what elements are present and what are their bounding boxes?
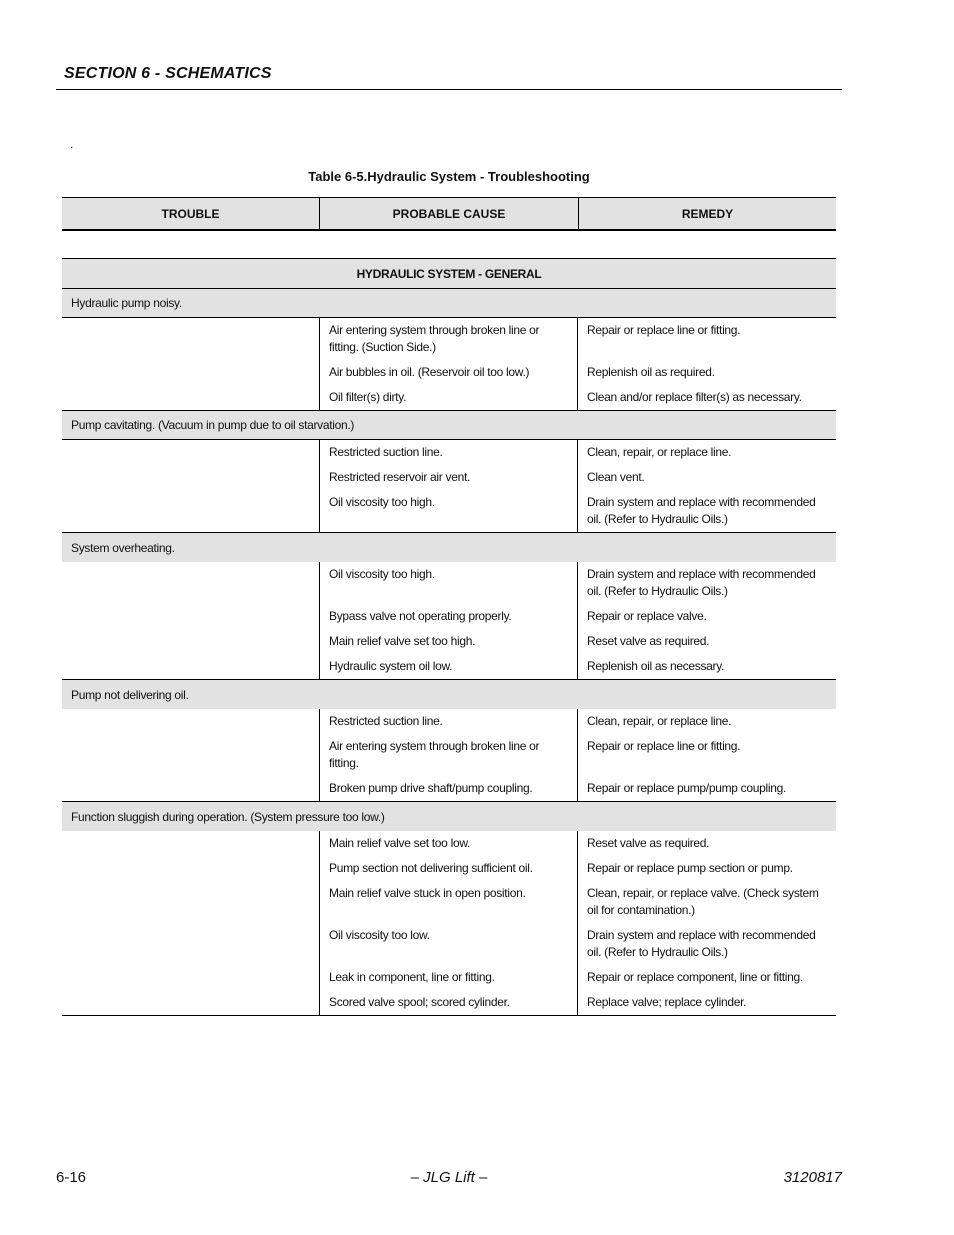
- cause-remedy-rows: [320, 709, 836, 801]
- remedy-cell: Repair or replace component, line or fitting.: [587, 970, 803, 984]
- table-row: [320, 604, 836, 629]
- probable-cause-cell: Bypass valve not operating properly.: [320, 604, 578, 629]
- probable-cause-cell: Oil filter(s) dirty.: [320, 385, 578, 410]
- column-header-trouble: TROUBLE: [62, 198, 320, 229]
- table-caption: Table 6-5.Hydraulic System - Troubleshooting: [308, 169, 590, 184]
- remedy-cell: Repair or replace pump section or pump.: [587, 861, 793, 875]
- cause-remedy-rows: [320, 318, 836, 410]
- probable-cause-cell: Broken pump drive shaft/pump coupling.: [320, 776, 578, 801]
- probable-cause-cell: Main relief valve set too low.: [320, 831, 578, 856]
- table-row: [320, 734, 836, 776]
- probable-cause-cell: Main relief valve set too high.: [320, 629, 578, 654]
- remedy-cell: Clean, repair, or replace valve. (Check system oil for contamination.): [587, 886, 819, 917]
- trouble-spacer-cell: [62, 709, 320, 801]
- section-title: SECTION 6 - SCHEMATICS: [64, 65, 272, 82]
- probable-cause-cell: Pump section not delivering sufficient oil.: [320, 856, 578, 881]
- trouble-groups: [62, 289, 836, 1015]
- remedy-cell: Drain system and replace with recommended oil. (Refer to Hydraulic Oils.): [587, 495, 816, 526]
- remedy-cell: Repair or replace valve.: [587, 609, 707, 623]
- table-row: [320, 562, 836, 604]
- remedy-cell: Clean vent.: [587, 470, 645, 484]
- table-row: [320, 629, 836, 654]
- cause-remedy-rows: [320, 831, 836, 1015]
- probable-cause-cell: Air entering system through broken line or fitting. (Suction Side.): [320, 318, 578, 360]
- probable-cause-cell: Leak in component, line or fitting.: [320, 965, 578, 990]
- remedy-cell: Replace valve; replace cylinder.: [587, 995, 747, 1009]
- section-heading: HYDRAULIC SYSTEM - GENERAL: [62, 259, 836, 289]
- remedy-cell: Replenish oil as necessary.: [587, 659, 725, 673]
- table-row: [320, 965, 836, 990]
- trouble-spacer-cell: [62, 440, 320, 532]
- troubleshooting-table: [62, 258, 836, 1016]
- table-header: [62, 197, 836, 230]
- document-number: 3120817: [783, 1169, 842, 1186]
- remedy-cell: Reset valve as required.: [587, 836, 710, 850]
- trouble-row: System overheating.: [62, 533, 836, 562]
- remedy-cell: Clean, repair, or replace line.: [587, 445, 732, 459]
- remedy-cell: Repair or replace line or fitting.: [587, 739, 741, 753]
- table-row: [320, 831, 836, 856]
- trouble-spacer-cell: [62, 318, 320, 410]
- trouble-group: [62, 440, 836, 533]
- probable-cause-cell: Oil viscosity too high.: [320, 562, 578, 604]
- table-row: [320, 881, 836, 923]
- trouble-spacer-cell: [62, 831, 320, 1015]
- remedy-cell: Repair or replace pump/pump coupling.: [587, 781, 787, 795]
- probable-cause-cell: Main relief valve stuck in open position.: [320, 881, 578, 923]
- table-row: [320, 776, 836, 801]
- table-row: [320, 465, 836, 490]
- column-header-remedy: REMEDY: [681, 206, 734, 221]
- probable-cause-cell: Air bubbles in oil. (Reservoir oil too low.): [320, 360, 578, 385]
- trouble-row: Pump cavitating. (Vacuum in pump due to oil starvation.): [62, 411, 836, 440]
- remedy-cell: Clean, repair, or replace line.: [587, 714, 732, 728]
- stray-dot: .: [70, 137, 74, 151]
- cause-remedy-rows: [320, 440, 836, 532]
- probable-cause-cell: Oil viscosity too low.: [320, 923, 578, 965]
- table-row: [320, 856, 836, 881]
- cause-remedy-rows: [320, 562, 836, 679]
- probable-cause-cell: Restricted reservoir air vent.: [320, 465, 578, 490]
- remedy-cell: Clean and/or replace filter(s) as necessary.: [587, 390, 802, 404]
- trouble-group: [62, 562, 836, 680]
- table-row: [320, 709, 836, 734]
- remedy-cell: Drain system and replace with recommended oil. (Refer to Hydraulic Oils.): [587, 928, 816, 959]
- table-row: [320, 318, 836, 360]
- table-row: [320, 923, 836, 965]
- header-rule: [56, 89, 842, 90]
- remedy-cell: Replenish oil as required.: [587, 365, 715, 379]
- column-header-probable-cause: PROBABLE CAUSE: [320, 198, 579, 229]
- probable-cause-cell: Restricted suction line.: [320, 440, 578, 465]
- probable-cause-cell: Restricted suction line.: [320, 709, 578, 734]
- remedy-cell: Reset valve as required.: [587, 634, 710, 648]
- trouble-group: [62, 709, 836, 802]
- probable-cause-cell: Scored valve spool; scored cylinder.: [320, 990, 578, 1015]
- table-header-rule: [62, 230, 836, 231]
- trouble-group: [62, 831, 836, 1015]
- probable-cause-cell: Air entering system through broken line or fitting.: [320, 734, 578, 776]
- table-row: [320, 360, 836, 385]
- probable-cause-cell: Hydraulic system oil low.: [320, 654, 578, 679]
- table-row: [320, 385, 836, 410]
- table-row: [320, 654, 836, 679]
- trouble-group: [62, 318, 836, 411]
- trouble-row: Hydraulic pump noisy.: [62, 289, 836, 318]
- table-row: [320, 990, 836, 1015]
- trouble-row: Function sluggish during operation. (System pressure too low.): [62, 802, 836, 831]
- table-row: [320, 440, 836, 465]
- remedy-cell: Drain system and replace with recommended oil. (Refer to Hydraulic Oils.): [587, 567, 816, 598]
- trouble-row: Pump not delivering oil.: [62, 680, 836, 709]
- trouble-spacer-cell: [62, 562, 320, 679]
- remedy-cell: Repair or replace line or fitting.: [587, 323, 741, 337]
- table-row: [320, 490, 836, 532]
- page-number: 6-16: [56, 1169, 87, 1186]
- footer-brand: – JLG Lift –: [410, 1169, 488, 1186]
- probable-cause-cell: Oil viscosity too high.: [320, 490, 578, 532]
